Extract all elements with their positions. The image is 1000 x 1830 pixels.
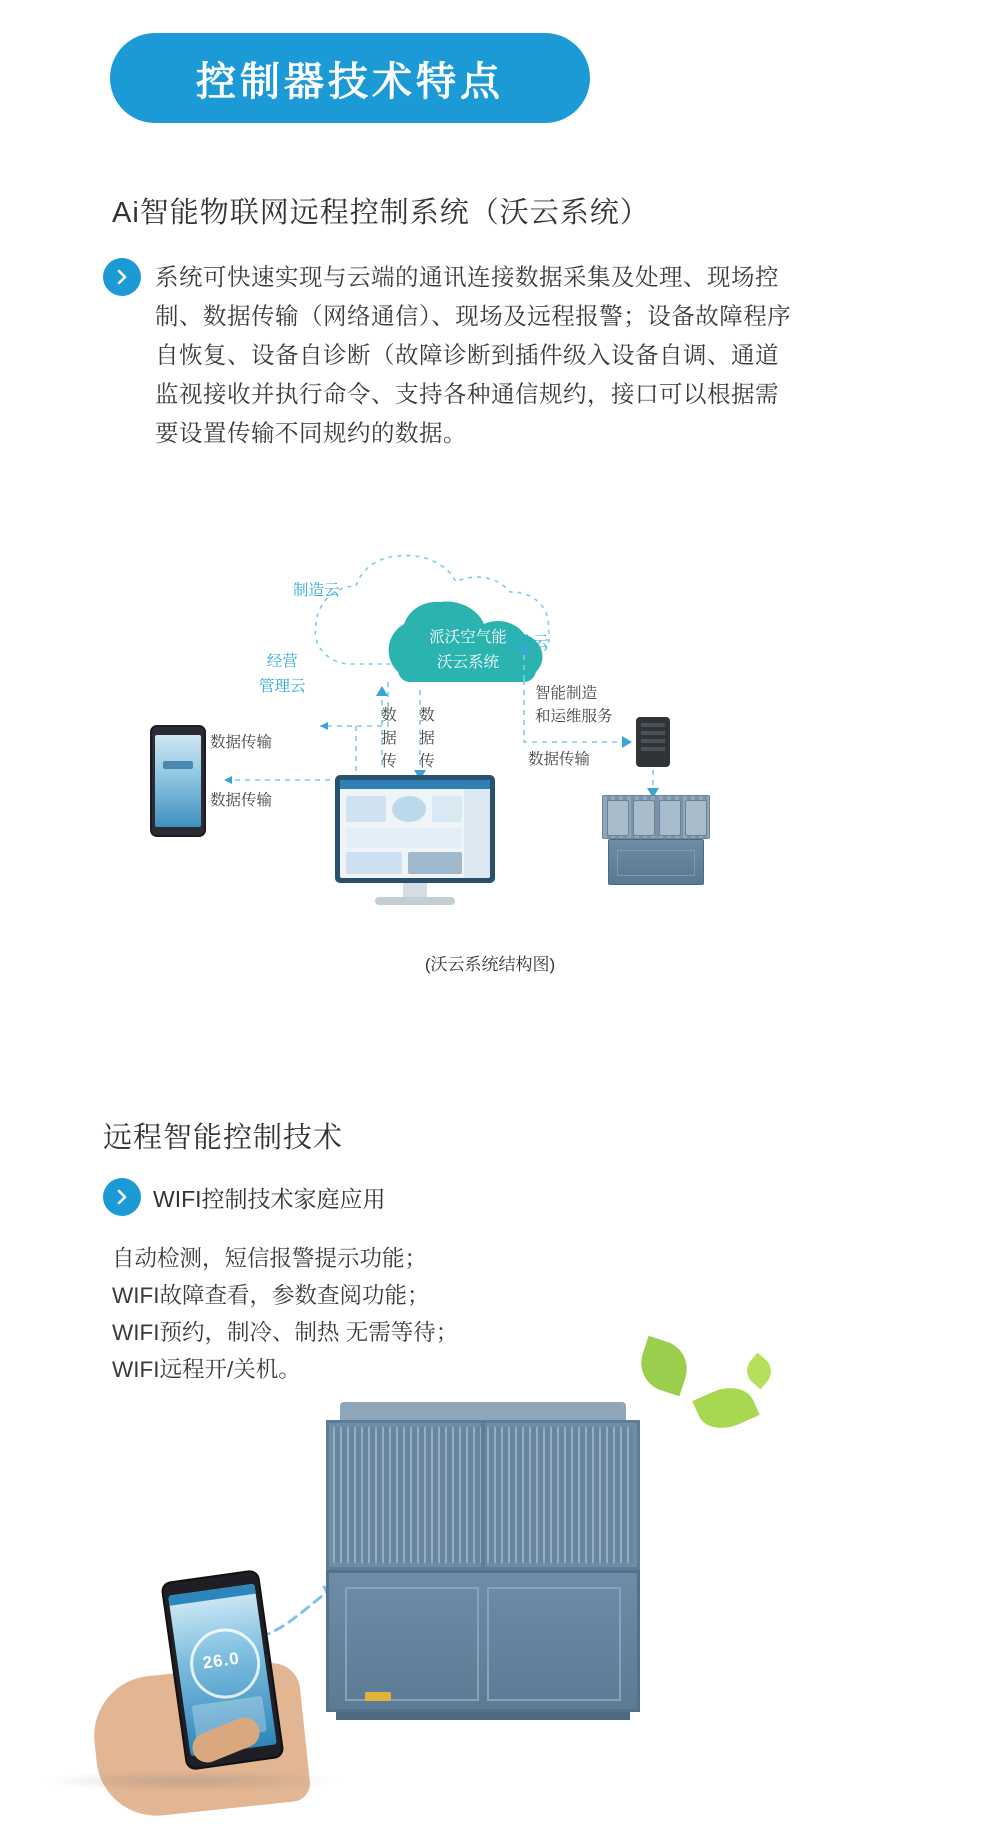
section2-subheading-row bbox=[103, 1178, 386, 1216]
bottom-illustration bbox=[40, 1340, 960, 1810]
vertical-label-data-transfer-2: 数 据 传 bbox=[419, 707, 435, 770]
heat-pump-photo bbox=[318, 1402, 648, 1722]
label-smart-manufacturing-line1: 智能制造 bbox=[535, 685, 598, 702]
label-management-cloud-line1: 经营 bbox=[266, 653, 298, 670]
heat-pump-cabinet bbox=[326, 1570, 640, 1712]
list-item: 自动检测，短信报警提示功能； bbox=[112, 1246, 428, 1271]
label-smart-manufacturing-line2: 和运维服务 bbox=[535, 708, 613, 725]
diagram-controller-box bbox=[636, 717, 670, 767]
cloud-system-diagram bbox=[120, 530, 890, 1000]
diagram-smartphone bbox=[150, 725, 206, 837]
ground-shadow bbox=[40, 1770, 340, 1792]
diagram-connectors bbox=[120, 530, 890, 1000]
page-header-banner bbox=[110, 33, 590, 123]
chevron-right-icon bbox=[103, 1178, 141, 1216]
section2-subheading: WIFI控制技术家庭应用 bbox=[153, 1185, 386, 1212]
list-item: WIFI故障查看，参数查阅功能； bbox=[112, 1283, 430, 1308]
list-item: WIFI远程开/关机。 bbox=[112, 1357, 301, 1382]
label-data-transfer-right: 数据传输 bbox=[528, 751, 591, 768]
diagram-monitor-bezel bbox=[335, 775, 495, 883]
diagram-monitor-screen bbox=[340, 780, 490, 878]
cloud-core-label bbox=[398, 625, 538, 675]
label-manufacturing-cloud: 制造云 bbox=[293, 582, 340, 599]
label-industry-cloud: 行业云 bbox=[502, 634, 549, 651]
section1-body-text: 系统可快速实现与云端的通讯连接数据采集及处理、现场控制、数据传输（网络通信）、现场及远程报警；设备故障程序自恢复、设备自诊断（故障诊断到插件级入设备自调、通道监视接收并执行命令、支持各种通信规约，接口可以根据需要设置传输不同规约的数据。 bbox=[155, 264, 792, 446]
label-data-transfer-left-bottom: 数据传输 bbox=[210, 792, 273, 809]
diagram-heat-pump-unit bbox=[602, 795, 710, 891]
temperature-value: 26.0 bbox=[201, 1648, 241, 1673]
section1-body-block bbox=[103, 258, 793, 453]
brand-badge bbox=[365, 1692, 391, 1701]
diagram-heat-pump-fan-deck bbox=[602, 795, 710, 839]
page-title: 控制器技术特点 bbox=[196, 59, 504, 104]
diagram-monitor bbox=[335, 775, 495, 910]
section2-heading: 远程智能控制技术 bbox=[103, 1122, 344, 1154]
diagram-heat-pump-body bbox=[608, 839, 704, 885]
diagram-caption: (沃云系统结构图) bbox=[424, 955, 556, 974]
vertical-label-data-transfer-1: 数 据 传 bbox=[381, 707, 397, 770]
section1-heading: Ai智能物联网远程控制系统（沃云系统） bbox=[112, 197, 650, 229]
label-management-cloud-line2: 管理云 bbox=[259, 678, 306, 695]
label-data-transfer-left-top: 数据传输 bbox=[210, 734, 273, 751]
label-smart-manufacturing bbox=[535, 682, 613, 728]
chevron-right-icon bbox=[103, 258, 141, 296]
list-item: WIFI预约，制冷、制热 无需等待； bbox=[112, 1320, 459, 1345]
diagram-smartphone-screen bbox=[155, 735, 201, 827]
label-management-cloud bbox=[259, 649, 306, 699]
cloud-core-label-line1: 派沃空气能 bbox=[429, 629, 507, 646]
cloud-core-label-line2: 沃云系统 bbox=[436, 654, 499, 671]
